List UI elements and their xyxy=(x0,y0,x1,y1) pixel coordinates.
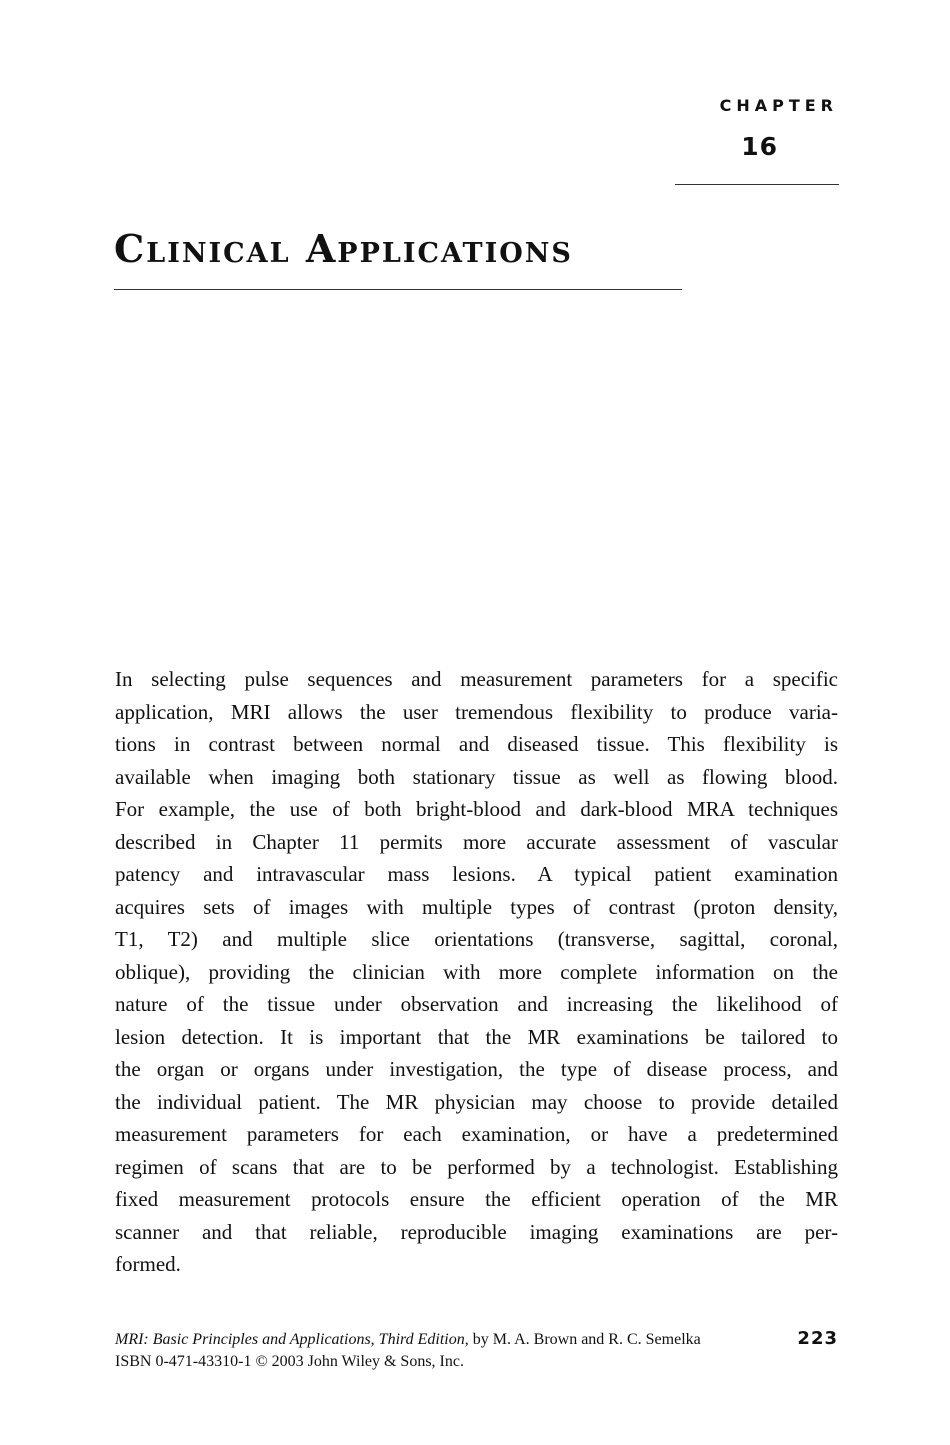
page-number: 223 xyxy=(797,1328,838,1349)
text-line: measurement parameters for each examination, or have a predetermined xyxy=(115,1122,838,1146)
text-line: lesion detection. It is important that the MR examinations be tailored to xyxy=(115,1024,838,1049)
chapter-number: 16 xyxy=(741,132,778,161)
chapter-rule xyxy=(675,184,839,185)
text-line: tions in contrast between normal and diseased tissue. This flexibility is xyxy=(115,732,838,756)
text-line: regimen of scans that are to be performed by a technologist. Establishing xyxy=(115,1154,838,1179)
citation xyxy=(115,1329,701,1351)
body-paragraph xyxy=(115,663,838,1281)
text-line: formed. xyxy=(115,1252,181,1276)
text-line: scanner and that reliable, reproducible imaging examinations are per- xyxy=(115,1219,838,1244)
title-rule xyxy=(114,289,682,290)
text-line: the organ or organs under investigation, the type of disease process, and xyxy=(115,1057,838,1081)
text-line: acquires sets of images with multiple types of contrast (proton density, xyxy=(115,894,838,919)
book-authors: by M. A. Brown and R. C. Semelka xyxy=(468,1331,701,1348)
text-line: For example, the use of both bright-blood and dark-blood MRA techniques xyxy=(115,797,838,821)
isbn-line: ISBN 0-471-43310-1 © 2003 John Wiley & Sons, Inc. xyxy=(115,1353,464,1370)
text-line: application, MRI allows the user tremendous flexibility to produce varia- xyxy=(115,699,838,724)
text-line: the individual patient. The MR physician may choose to provide detailed xyxy=(115,1089,838,1114)
book-title: MRI: Basic Principles and Applications, Third Edition, xyxy=(115,1331,469,1348)
chapter-title: Clinical Applications xyxy=(114,226,573,271)
text-line: In selecting pulse sequences and measurement parameters for a specific xyxy=(115,667,838,691)
chapter-label: CHAPTER xyxy=(719,96,838,115)
text-line: oblique), providing the clinician with more complete information on the xyxy=(115,959,838,984)
text-line: available when imaging both stationary tissue as well as flowing blood. xyxy=(115,764,838,789)
text-line: nature of the tissue under observation and increasing the likelihood of xyxy=(115,992,838,1016)
text-line: patency and intravascular mass lesions. A typical patient examination xyxy=(115,862,838,886)
page-footer xyxy=(115,1328,838,1373)
text-line: T1, T2) and multiple slice orientations (transverse, sagittal, coronal, xyxy=(115,927,838,951)
text-line: described in Chapter 11 permits more accurate assessment of vascular xyxy=(115,829,838,854)
text-line: fixed measurement protocols ensure the efficient operation of the MR xyxy=(115,1187,838,1211)
